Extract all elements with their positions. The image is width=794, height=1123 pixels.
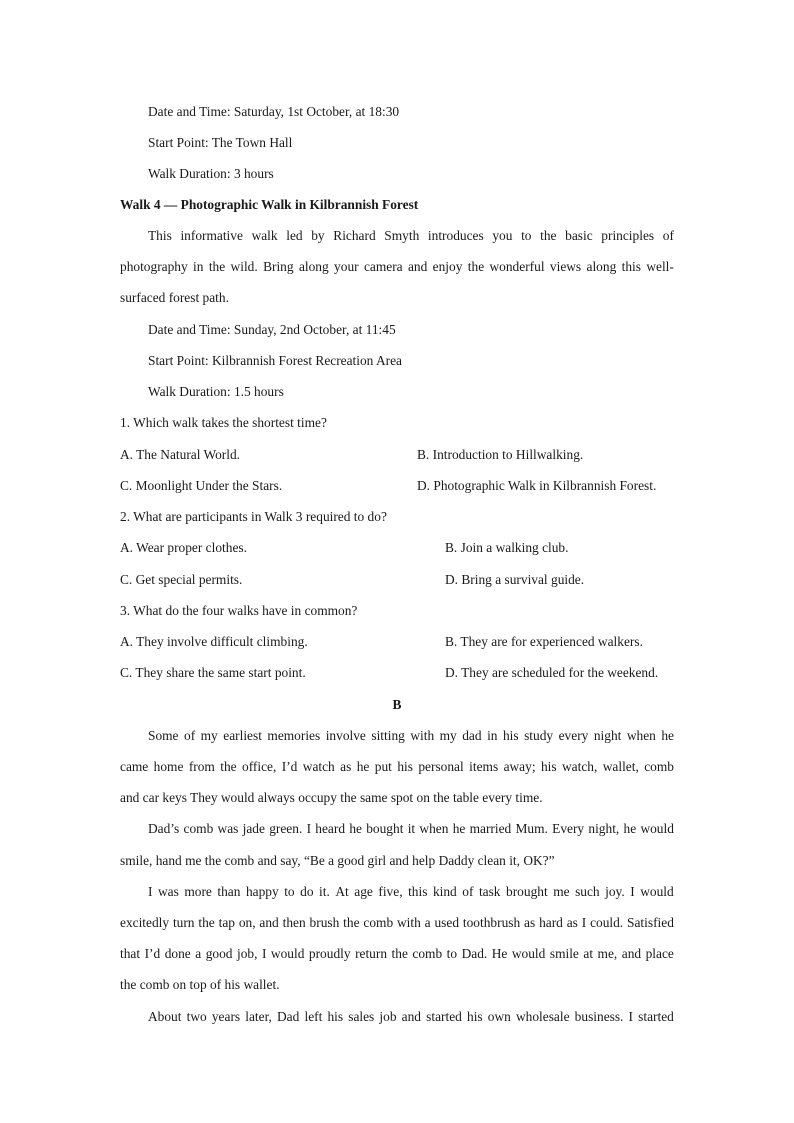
word: toothbrush bbox=[462, 915, 521, 930]
word: to bbox=[284, 884, 295, 899]
word: to bbox=[521, 228, 532, 243]
word: walk bbox=[251, 228, 278, 243]
option-d: D. Photographic Walk in Kilbrannish Forest. bbox=[417, 478, 657, 493]
section-b-para-line bbox=[120, 757, 674, 777]
word: led bbox=[286, 228, 303, 243]
word: he bbox=[349, 821, 362, 836]
section-b-para-last: smile, hand me the comb and say, “Be a good girl and help Daddy clean it, OK?” bbox=[120, 853, 555, 868]
word: this bbox=[621, 259, 641, 274]
word: every bbox=[558, 728, 589, 743]
word: he bbox=[452, 821, 466, 836]
word: age bbox=[354, 884, 373, 899]
word: camera bbox=[363, 259, 403, 274]
word: watch, bbox=[562, 759, 598, 774]
section-b-para-line bbox=[148, 1007, 674, 1027]
word: it bbox=[407, 821, 416, 836]
word: of bbox=[184, 728, 196, 743]
word: return bbox=[355, 946, 388, 961]
word: done bbox=[164, 946, 191, 961]
word: night bbox=[593, 728, 622, 743]
word: task bbox=[478, 884, 501, 899]
word: married bbox=[469, 821, 512, 836]
section-b-para-line bbox=[148, 726, 674, 746]
word: joy. bbox=[605, 884, 625, 899]
word: business. bbox=[574, 1009, 624, 1024]
word: at bbox=[583, 946, 594, 961]
question-stem: 3. What do the four walks have in common? bbox=[120, 603, 358, 618]
word: office, bbox=[242, 759, 277, 774]
word: a bbox=[195, 946, 202, 961]
word: in bbox=[193, 259, 204, 274]
word: he bbox=[356, 759, 370, 774]
option-b: B. Join a walking club. bbox=[445, 540, 569, 555]
word: would bbox=[640, 821, 674, 836]
walk3-date-time: Date and Time: Saturday, 1st October, at 18:30 bbox=[148, 104, 400, 119]
word: involve bbox=[325, 728, 366, 743]
word: wild. bbox=[230, 259, 258, 274]
option-a: A. They involve difficult climbing. bbox=[120, 634, 308, 649]
word: left bbox=[304, 1009, 323, 1024]
word: excitedly bbox=[120, 915, 170, 930]
word: informative bbox=[180, 228, 243, 243]
word: heard bbox=[315, 821, 346, 836]
word: Richard bbox=[333, 228, 376, 243]
word: this bbox=[408, 884, 428, 899]
word: away; bbox=[503, 759, 536, 774]
word: home bbox=[153, 759, 184, 774]
word: Smyth bbox=[384, 228, 420, 243]
word: I’d bbox=[144, 946, 161, 961]
walk4-para-last: surfaced forest path. bbox=[120, 290, 229, 305]
word: About bbox=[148, 1009, 182, 1024]
walk4-start-point: Start Point: Kilbrannish Forest Recreation Area bbox=[148, 353, 403, 368]
word: I bbox=[581, 915, 587, 930]
word: bought bbox=[366, 821, 404, 836]
word: his bbox=[327, 1009, 344, 1024]
word: in bbox=[487, 728, 498, 743]
word: was bbox=[157, 884, 179, 899]
word: used bbox=[434, 915, 460, 930]
word: when bbox=[626, 728, 656, 743]
word: a bbox=[424, 915, 431, 930]
word: the bbox=[208, 259, 226, 274]
word: with bbox=[397, 915, 421, 930]
word: basic bbox=[565, 228, 593, 243]
word: wonderful bbox=[489, 259, 545, 274]
word: I’d bbox=[281, 759, 298, 774]
word: turn bbox=[172, 915, 195, 930]
word: would bbox=[511, 946, 546, 961]
word: as bbox=[340, 759, 352, 774]
word: my bbox=[200, 728, 218, 743]
word: brush bbox=[309, 915, 340, 930]
word: of bbox=[662, 228, 674, 243]
word: years bbox=[211, 1009, 241, 1024]
word: put bbox=[374, 759, 392, 774]
question-stem: 2. What are participants in Walk 3 required to do? bbox=[120, 509, 387, 524]
word: he bbox=[623, 821, 637, 836]
word: his bbox=[502, 728, 519, 743]
word: sitting bbox=[371, 728, 405, 743]
word: and bbox=[401, 1009, 422, 1024]
word: good bbox=[205, 946, 233, 961]
word: items bbox=[469, 759, 499, 774]
word: later, bbox=[245, 1009, 272, 1024]
word: along bbox=[298, 259, 329, 274]
word: Dad. bbox=[461, 946, 488, 961]
word: your bbox=[334, 259, 359, 274]
option-d: D. Bring a survival guide. bbox=[445, 572, 585, 587]
word: happy bbox=[245, 884, 279, 899]
word: you bbox=[492, 228, 513, 243]
option-a: A. Wear proper clothes. bbox=[120, 540, 247, 555]
word: as bbox=[524, 915, 536, 930]
word: dad bbox=[462, 728, 482, 743]
word: memories bbox=[267, 728, 321, 743]
word: proudly bbox=[308, 946, 351, 961]
word: Dad’s bbox=[148, 821, 180, 836]
option-b: B. Introduction to Hillwalking. bbox=[417, 447, 584, 462]
word: comb bbox=[363, 915, 394, 930]
word: place bbox=[645, 946, 674, 961]
word: more bbox=[184, 884, 212, 899]
word: Dad bbox=[277, 1009, 300, 1024]
word: This bbox=[148, 228, 172, 243]
word: would bbox=[270, 946, 305, 961]
word: brought bbox=[506, 884, 548, 899]
word: his bbox=[540, 759, 557, 774]
word: on, bbox=[238, 915, 256, 930]
word: enjoy bbox=[432, 259, 463, 274]
word: the bbox=[540, 228, 557, 243]
word: do bbox=[300, 884, 314, 899]
word: wallet, bbox=[602, 759, 639, 774]
word: started bbox=[426, 1009, 462, 1024]
walk3-start-point: Start Point: The Town Hall bbox=[148, 135, 293, 150]
word: the bbox=[198, 915, 215, 930]
word: comb bbox=[644, 759, 674, 774]
word: the bbox=[391, 946, 408, 961]
word: that bbox=[120, 946, 141, 961]
word: was bbox=[217, 821, 239, 836]
section-b-para-line bbox=[120, 913, 674, 933]
word: hard bbox=[539, 915, 563, 930]
word: Bring bbox=[263, 259, 294, 274]
word: wholesale bbox=[515, 1009, 570, 1024]
word: I bbox=[261, 946, 267, 961]
word: job, bbox=[236, 946, 258, 961]
word: and bbox=[621, 946, 642, 961]
word: the bbox=[220, 759, 237, 774]
word: it. bbox=[319, 884, 330, 899]
word: than bbox=[217, 884, 241, 899]
walk4-date-time: Date and Time: Sunday, 2nd October, at 11:45 bbox=[148, 322, 396, 337]
word: comb bbox=[183, 821, 214, 836]
word: comb bbox=[412, 946, 443, 961]
word: along bbox=[586, 259, 617, 274]
section-b-para-line bbox=[148, 882, 674, 902]
word: watch bbox=[302, 759, 335, 774]
walk3-duration: Walk Duration: 3 hours bbox=[148, 166, 274, 181]
question-stem: 1. Which walk takes the shortest time? bbox=[120, 415, 327, 430]
word: study bbox=[524, 728, 554, 743]
option-a: A. The Natural World. bbox=[120, 447, 241, 462]
word: tap bbox=[218, 915, 235, 930]
option-c: C. Moonlight Under the Stars. bbox=[120, 478, 283, 493]
word: I bbox=[628, 1009, 634, 1024]
word: he bbox=[661, 728, 674, 743]
word: kind bbox=[432, 884, 457, 899]
word: five, bbox=[378, 884, 403, 899]
word: green. bbox=[269, 821, 303, 836]
section-title: B bbox=[392, 697, 402, 712]
word: and bbox=[407, 259, 428, 274]
word: night, bbox=[588, 821, 620, 836]
word: jade bbox=[242, 821, 265, 836]
word: job bbox=[379, 1009, 397, 1024]
word: Mum. bbox=[515, 821, 548, 836]
word: such bbox=[575, 884, 600, 899]
word: At bbox=[335, 884, 349, 899]
word: would bbox=[640, 884, 674, 899]
word: I bbox=[630, 884, 635, 899]
word: Satisfied bbox=[627, 915, 674, 930]
walk4-para-line bbox=[120, 257, 674, 277]
word: with bbox=[410, 728, 435, 743]
word: when bbox=[419, 821, 449, 836]
word: and bbox=[259, 915, 279, 930]
word: I bbox=[306, 821, 312, 836]
word: personal bbox=[418, 759, 464, 774]
word: his bbox=[467, 1009, 483, 1024]
word: by bbox=[311, 228, 325, 243]
word: I bbox=[148, 884, 153, 899]
section-b-para-last: the comb on top of his wallet. bbox=[120, 977, 280, 992]
word: my bbox=[439, 728, 457, 743]
word: views bbox=[549, 259, 582, 274]
word: me bbox=[553, 884, 570, 899]
option-b: B. They are for experienced walkers. bbox=[445, 634, 643, 649]
word: earliest bbox=[223, 728, 262, 743]
word: well- bbox=[646, 259, 674, 274]
word: two bbox=[186, 1009, 207, 1024]
option-c: C. They share the same start point. bbox=[120, 665, 306, 680]
option-d: D. They are scheduled for the weekend. bbox=[445, 665, 659, 680]
word: came bbox=[120, 759, 149, 774]
word: principles bbox=[601, 228, 655, 243]
word: me, bbox=[597, 946, 618, 961]
walk4-duration: Walk Duration: 1.5 hours bbox=[148, 384, 284, 399]
word: the bbox=[467, 259, 485, 274]
word: to bbox=[446, 946, 458, 961]
word: his bbox=[397, 759, 413, 774]
word: Every bbox=[552, 821, 585, 836]
word: started bbox=[638, 1009, 674, 1024]
word: smile bbox=[549, 946, 579, 961]
section-b-para-line bbox=[120, 944, 674, 964]
word: Some bbox=[148, 728, 179, 743]
word: He bbox=[491, 946, 508, 961]
word: own bbox=[487, 1009, 511, 1024]
word: of bbox=[462, 884, 474, 899]
word: sales bbox=[348, 1009, 375, 1024]
word: then bbox=[282, 915, 306, 930]
section-b-para-last: and car keys They would always occupy the same spot on the table every time. bbox=[120, 790, 543, 805]
word: photography bbox=[120, 259, 188, 274]
walk4-heading: Walk 4 — Photographic Walk in Kilbrannish Forest bbox=[120, 197, 419, 212]
option-c: C. Get special permits. bbox=[120, 572, 243, 587]
word: from bbox=[188, 759, 215, 774]
word: the bbox=[343, 915, 360, 930]
section-b-para-line bbox=[148, 819, 674, 839]
word: introduces bbox=[427, 228, 484, 243]
word: as bbox=[566, 915, 578, 930]
word: could. bbox=[590, 915, 624, 930]
walk4-para-line bbox=[148, 226, 674, 246]
